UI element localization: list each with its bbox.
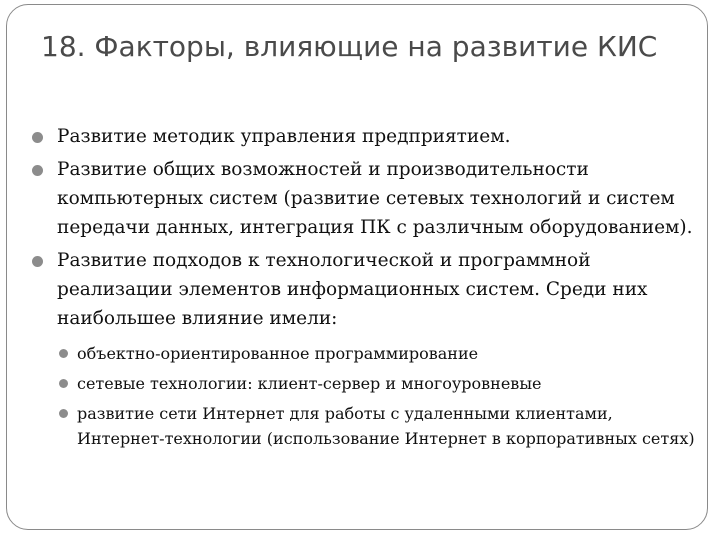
bullet-dot-icon	[32, 256, 43, 267]
list-item	[29, 246, 699, 451]
bullet-text: Развитие методик управления предприятием.	[57, 126, 511, 147]
sub-list-item	[57, 341, 699, 366]
sub-bullet-list	[57, 341, 699, 451]
slide-frame	[6, 4, 708, 530]
bullet-text: Развитие подходов к технологической и программной реализации элементов информационных систем. Среди них наибольшее влияние имели:	[57, 250, 648, 329]
sub-bullet-text: сетевые технологии: клиент-сервер и многоуровневые	[77, 374, 542, 393]
bullet-dot-icon	[32, 132, 43, 143]
sub-bullet-text: развитие сети Интернет для работы с удаленными клиентами, Интернет-технологии (использование Интернет в корпоративных сетях)	[77, 404, 695, 448]
sub-bullet-dot-icon	[59, 349, 68, 358]
sub-list-item	[57, 371, 699, 396]
bullet-dot-icon	[32, 165, 43, 176]
sub-list-item	[57, 401, 699, 451]
list-item	[29, 155, 699, 242]
sub-bullet-dot-icon	[59, 409, 68, 418]
sub-bullet-dot-icon	[59, 379, 68, 388]
bullet-list	[29, 122, 699, 456]
sub-bullet-text: объектно-ориентированное программирование	[77, 344, 479, 363]
bullet-text: Развитие общих возможностей и производительности компьютерных систем (развитие сетевых технологий и систем передачи данных, интеграция ПК с различным оборудованием).	[57, 159, 693, 238]
list-item	[29, 122, 699, 151]
slide-title: 18. Факторы, влияющие на развитие КИС	[41, 30, 658, 63]
